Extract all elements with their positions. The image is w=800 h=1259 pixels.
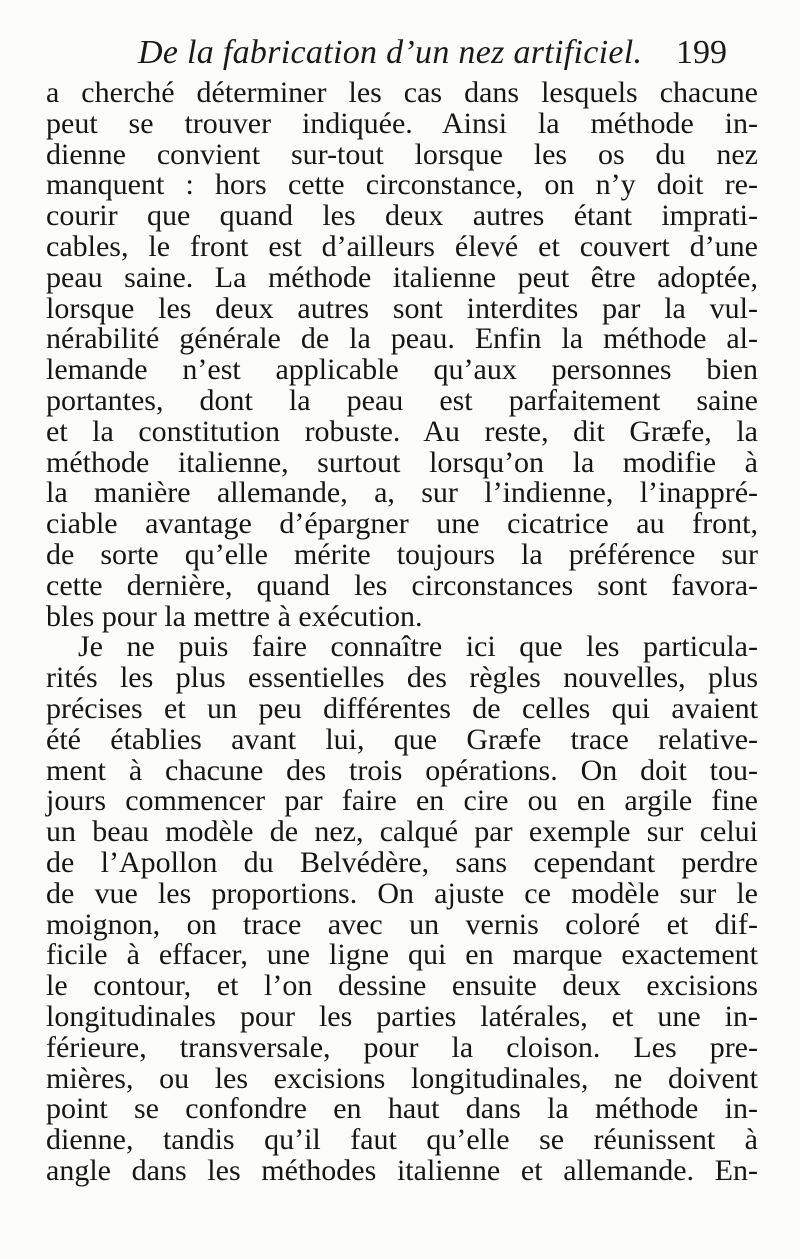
running-title: De la fabrication d’un nez artificiel. [138, 34, 643, 71]
text-line: et la constitution robuste. Au reste, dit Græfe, la [46, 414, 758, 448]
text-line: lorsque les deux autres sont interdites par la vul- [46, 291, 758, 325]
text-line: de l’Apollon du Belvédère, sans cependant perdre [46, 845, 758, 879]
text-line: point se confondre en haut dans la méthode in- [46, 1092, 758, 1126]
text-line: un beau modèle de nez, calqué par exemple sur celui [46, 815, 758, 849]
text-line: longitudinales pour les parties latérales, et une in- [46, 999, 758, 1033]
text-line: dienne convient sur-tout lorsque les os du nez [46, 137, 758, 171]
page-header [0, 30, 800, 80]
paragraph-1 [46, 78, 758, 632]
text-line: a cherché déterminer les cas dans lesquels chacune [46, 76, 758, 109]
text-line: peut se trouver indiquée. Ainsi la méthode in- [46, 106, 758, 140]
text-line: dienne, tandis qu’il faut qu’elle se réunissent à [46, 1123, 758, 1157]
text-line: lemande n’est applicable qu’aux personnes bien [46, 353, 758, 387]
text-line: précises et un peu différentes de celles qui avaient [46, 691, 758, 725]
text-line: nérabilité générale de la peau. Enfin la méthode al- [46, 322, 758, 356]
text-line: jours commencer par faire en cire ou en argile fine [46, 784, 758, 818]
text-line: cables, le front est d’ailleurs élevé et couvert d’une [46, 229, 758, 263]
page-number: 199 [676, 34, 727, 71]
text-line: la manière allemande, a, sur l’indienne, l’inappré- [46, 476, 758, 510]
text-line: férieure, transversale, pour la cloison. Les pre- [46, 1030, 758, 1064]
text-line: le contour, et l’on dessine ensuite deux excisions [46, 969, 758, 1003]
text-line: été établies avant lui, que Græfe trace relative- [46, 722, 758, 756]
text-line: cette dernière, quand les circonstances sont favora- [46, 568, 758, 602]
text-line: ment à chacune des trois opérations. On doit tou- [46, 753, 758, 787]
text-line: ciable avantage d’épargner une cicatrice au front, [46, 507, 758, 541]
text-line: mières, ou les excisions longitudinales, ne doivent [46, 1061, 758, 1095]
text-line: courir que quand les deux autres étant imprati- [46, 199, 758, 233]
paragraph-2 [46, 632, 758, 1186]
text-line: portantes, dont la peau est parfaitement saine [46, 383, 758, 417]
text-line: peau saine. La méthode italienne peut être adoptée, [46, 260, 758, 294]
text-line: bles pour la mettre à exécution. [46, 599, 423, 633]
text-line: Je ne puis faire connaître ici que les particula- [78, 630, 758, 664]
text-line: méthode italienne, surtout lorsqu’on la modifie à [46, 445, 758, 479]
text-line: angle dans les méthodes italienne et allemande. En- [46, 1153, 758, 1187]
body-text [46, 78, 758, 1187]
text-line: manquent : hors cette circonstance, on n’y doit re- [46, 168, 758, 202]
text-line: rités les plus essentielles des règles nouvelles, plus [46, 661, 758, 695]
text-line: moignon, on trace avec un vernis coloré et dif- [46, 907, 758, 941]
text-line: ficile à effacer, une ligne qui en marque exactement [46, 938, 758, 972]
text-line: de vue les proportions. On ajuste ce modèle sur le [46, 876, 758, 910]
text-line: de sorte qu’elle mérite toujours la préférence sur [46, 537, 758, 571]
